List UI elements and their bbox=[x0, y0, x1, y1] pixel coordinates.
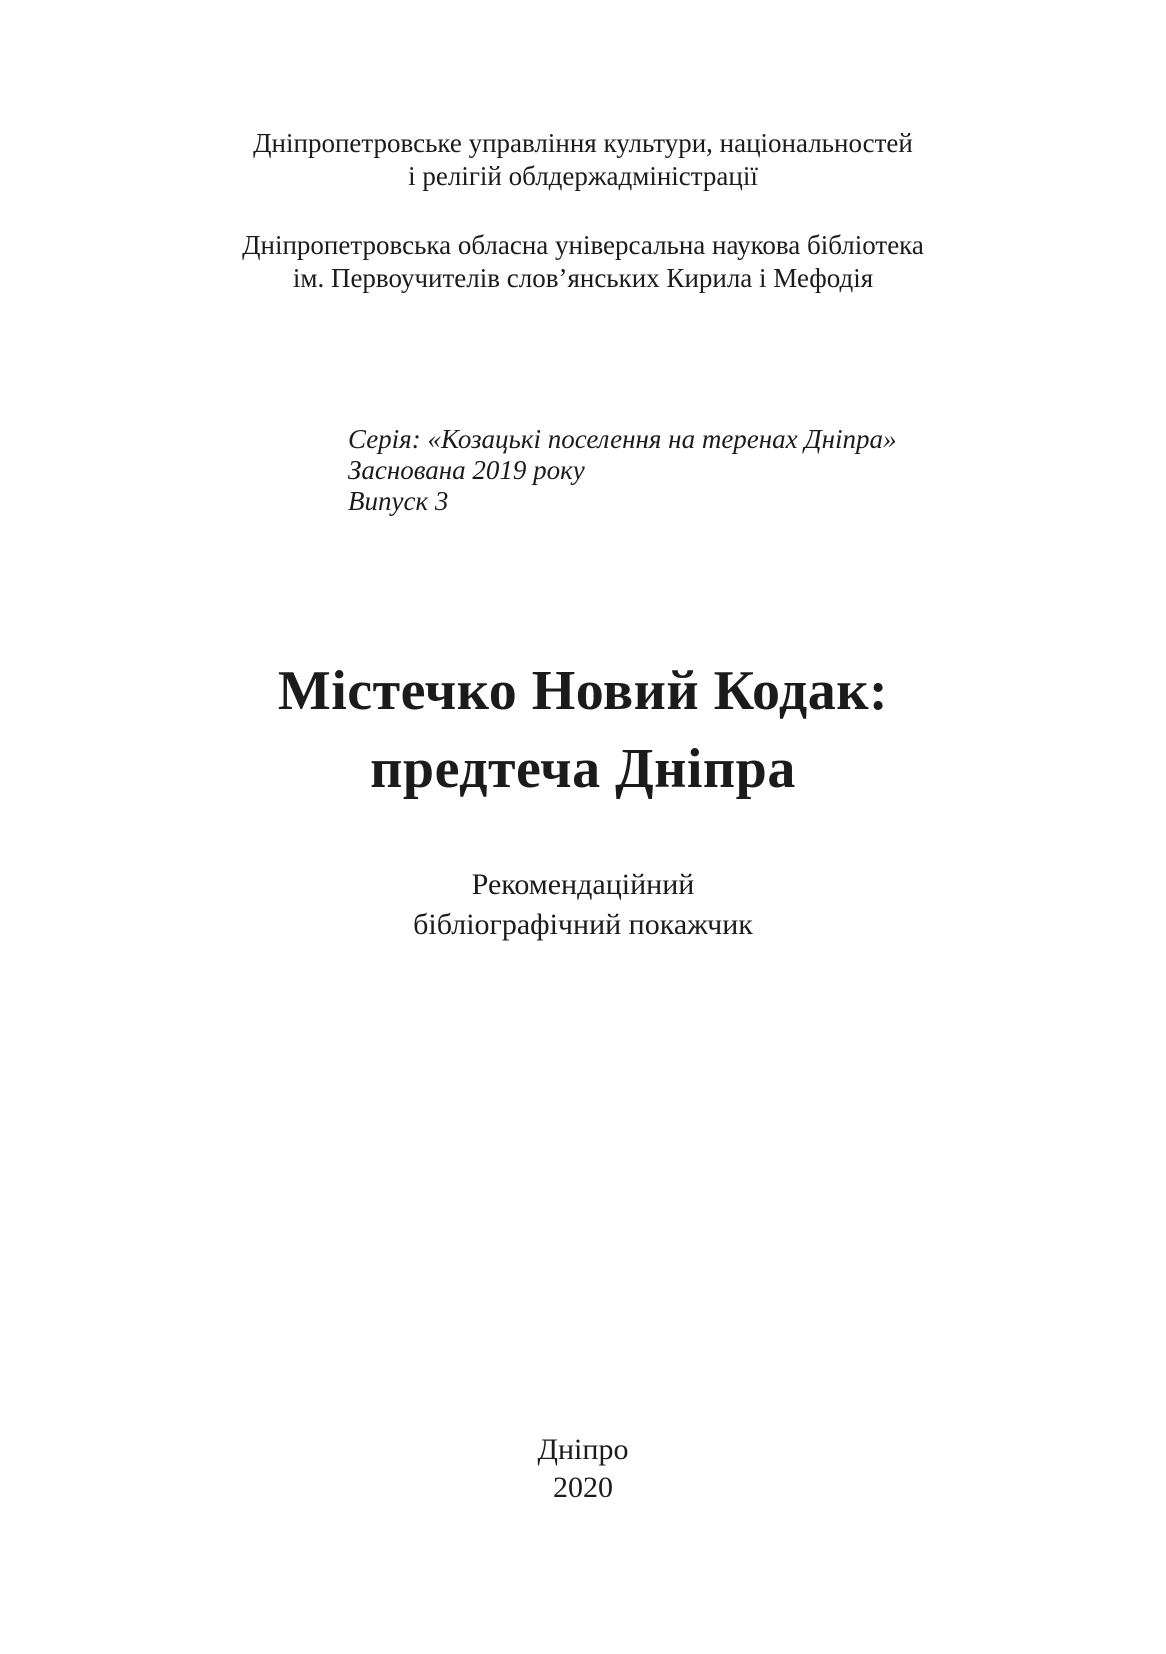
publisher-library bbox=[0, 229, 1166, 295]
series-name: Серія: «Козацькі поселення на теренах Дніпра» bbox=[348, 424, 897, 454]
series-founded: Заснована 2019 року bbox=[348, 455, 585, 485]
imprint-year: 2020 bbox=[553, 1471, 613, 1504]
publisher-authority bbox=[0, 127, 1166, 193]
title-line-2: предтеча Дніпра bbox=[370, 738, 796, 800]
publisher-line-1: Дніпропетровське управління культури, національностей bbox=[253, 128, 913, 158]
library-line-1: Дніпропетровська обласна універсальна наукова бібліотека bbox=[242, 230, 924, 260]
imprint-city: Дніпро bbox=[537, 1433, 629, 1466]
library-line-2: ім. Первоучителів слов’янських Кирила і Мефодія bbox=[292, 263, 874, 293]
book-title bbox=[0, 652, 1166, 808]
title-line-1: Містечко Новий Кодак: bbox=[277, 660, 889, 722]
subtitle-line-1: Рекомендаційний bbox=[471, 868, 695, 901]
imprint bbox=[0, 1431, 1166, 1507]
publisher-line-2: і релігій облдержадміністрації bbox=[408, 161, 758, 191]
book-subtitle bbox=[0, 865, 1166, 945]
series-issue: Випуск 3 bbox=[348, 486, 449, 516]
series-info bbox=[348, 424, 897, 517]
subtitle-line-2: бібліографічний покажчик bbox=[413, 908, 753, 941]
